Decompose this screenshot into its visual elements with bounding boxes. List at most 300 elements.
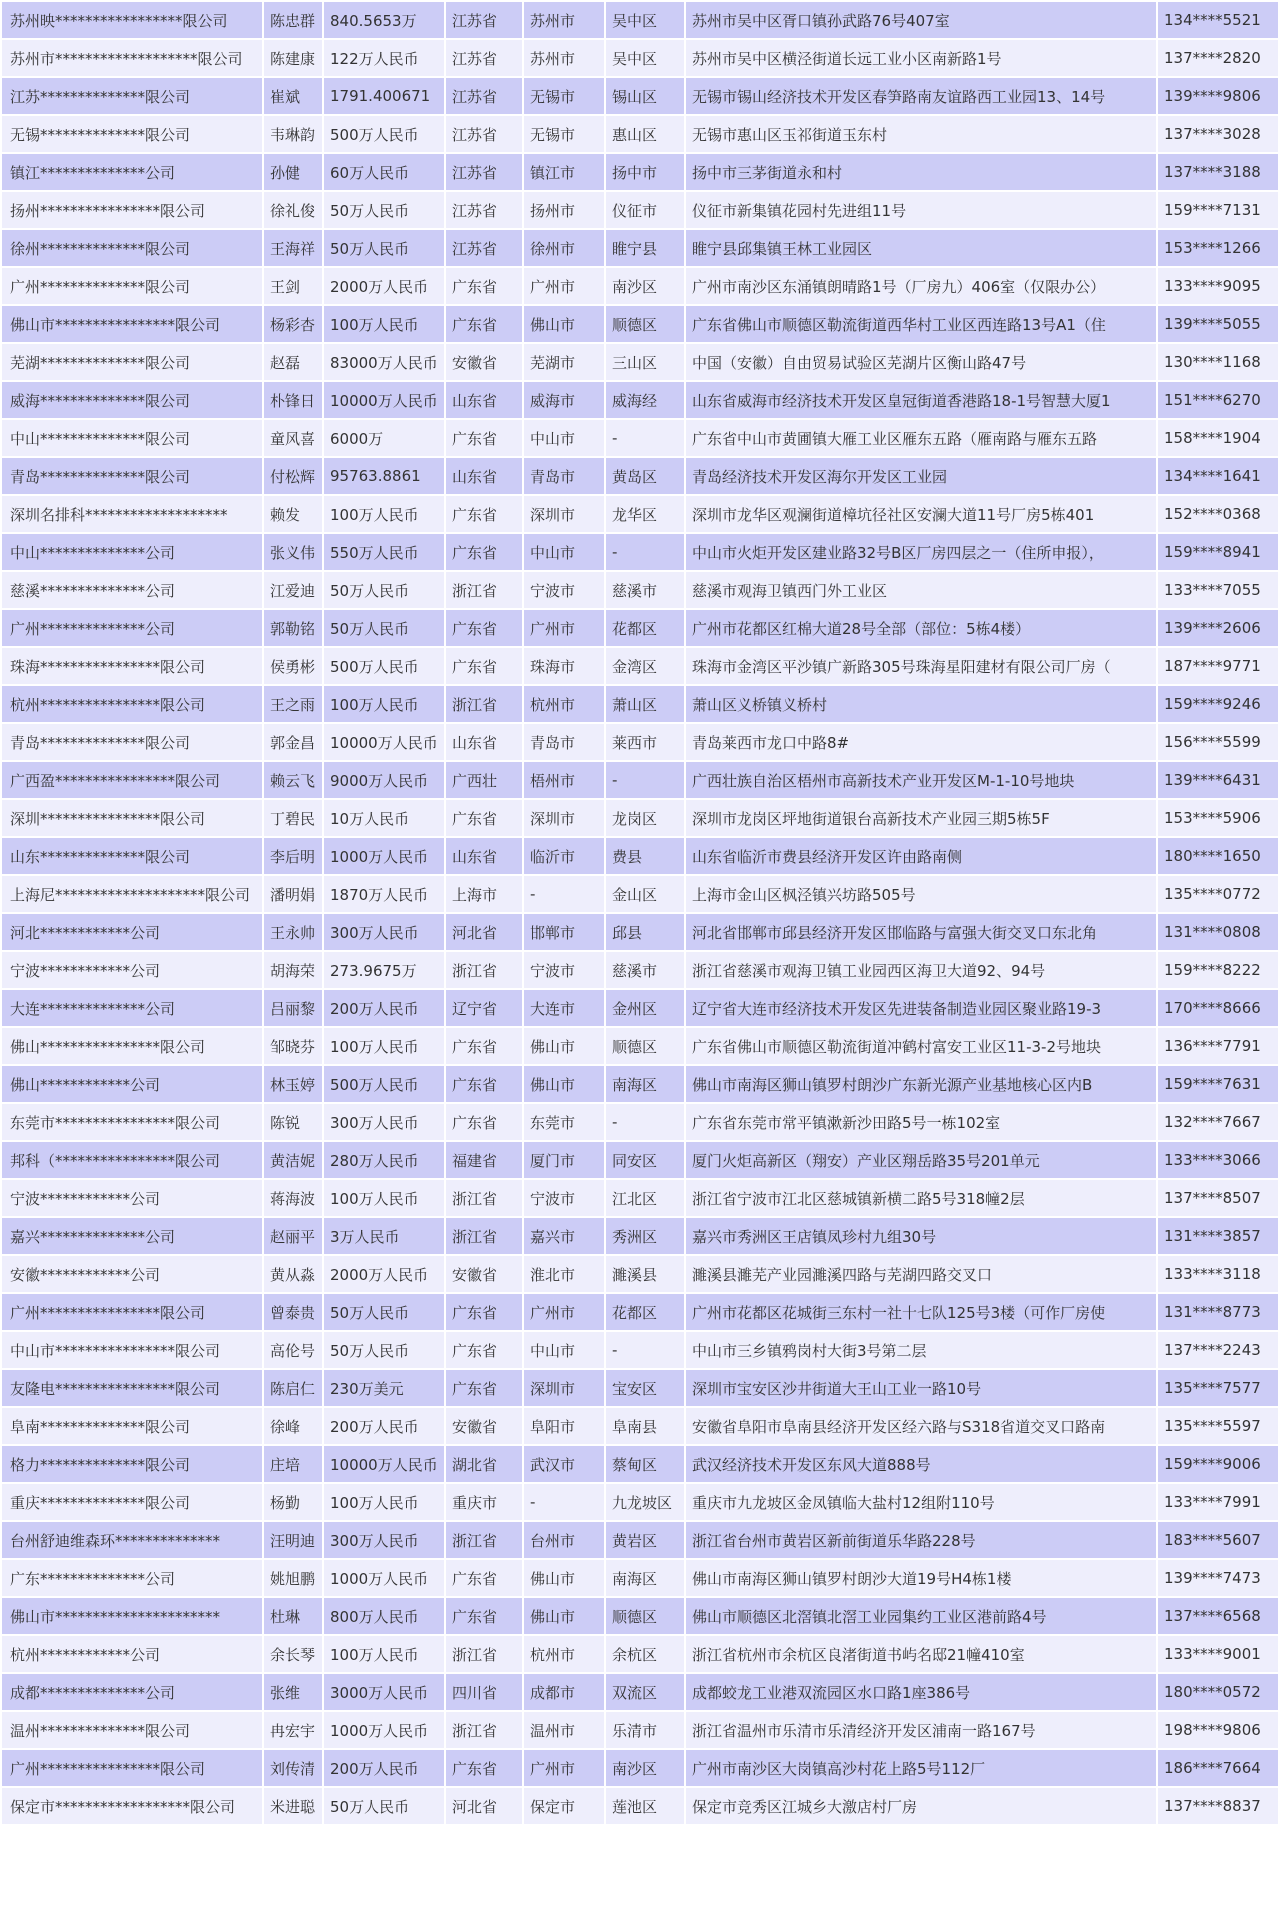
table-row xyxy=(2,1750,1278,1786)
province-cell: 江苏省 xyxy=(446,230,522,266)
table-row xyxy=(2,1180,1278,1216)
capital-cell: 1870万人民币 xyxy=(324,876,444,912)
table-row xyxy=(2,1674,1278,1710)
address-cell: 广东省中山市黄圃镇大雁工业区雁东五路（雁南路与雁东五路 xyxy=(686,420,1156,456)
province-cell: 湖北省 xyxy=(446,1446,522,1482)
table-row xyxy=(2,610,1278,646)
city-cell: 广州市 xyxy=(524,1750,604,1786)
company-name-cell: 佛山市********************** xyxy=(2,1598,262,1634)
company-name-cell: 威海**************限公司 xyxy=(2,382,262,418)
table-row xyxy=(2,800,1278,836)
capital-cell: 50万人民币 xyxy=(324,1332,444,1368)
table-row xyxy=(2,572,1278,608)
city-cell: 临沂市 xyxy=(524,838,604,874)
phone-cell: 180****1650 xyxy=(1158,838,1278,874)
legal-person-cell: 郭勒铭 xyxy=(264,610,322,646)
legal-person-cell: 徐峰 xyxy=(264,1408,322,1444)
city-cell: 广州市 xyxy=(524,610,604,646)
table-row xyxy=(2,230,1278,266)
capital-cell: 1000万人民币 xyxy=(324,1712,444,1748)
legal-person-cell: 王海祥 xyxy=(264,230,322,266)
legal-person-cell: 汪明迪 xyxy=(264,1522,322,1558)
city-cell: 深圳市 xyxy=(524,1370,604,1406)
phone-cell: 137****8837 xyxy=(1158,1788,1278,1824)
legal-person-cell: 陈锐 xyxy=(264,1104,322,1140)
province-cell: 广东省 xyxy=(446,268,522,304)
phone-cell: 133****3118 xyxy=(1158,1256,1278,1292)
company-name-cell: 安徽************公司 xyxy=(2,1256,262,1292)
address-cell: 无锡市惠山区玉祁街道玉东村 xyxy=(686,116,1156,152)
capital-cell: 100万人民币 xyxy=(324,306,444,342)
district-cell: 阜南县 xyxy=(606,1408,684,1444)
capital-cell: 200万人民币 xyxy=(324,1750,444,1786)
capital-cell: 50万人民币 xyxy=(324,192,444,228)
address-cell: 深圳市龙岗区坪地街道银台高新技术产业园三期5栋5F xyxy=(686,800,1156,836)
table-row xyxy=(2,1294,1278,1330)
phone-cell: 135****5597 xyxy=(1158,1408,1278,1444)
city-cell: 厦门市 xyxy=(524,1142,604,1178)
table-row xyxy=(2,1522,1278,1558)
capital-cell: 50万人民币 xyxy=(324,1294,444,1330)
table-row xyxy=(2,1104,1278,1140)
province-cell: 广东省 xyxy=(446,534,522,570)
capital-cell: 1000万人民币 xyxy=(324,1560,444,1596)
table-row xyxy=(2,1218,1278,1254)
capital-cell: 1000万人民币 xyxy=(324,838,444,874)
phone-cell: 183****5607 xyxy=(1158,1522,1278,1558)
table-row xyxy=(2,952,1278,988)
city-cell: 深圳市 xyxy=(524,496,604,532)
company-name-cell: 嘉兴**************公司 xyxy=(2,1218,262,1254)
legal-person-cell: 曾泰贵 xyxy=(264,1294,322,1330)
table-row xyxy=(2,1370,1278,1406)
phone-cell: 153****1266 xyxy=(1158,230,1278,266)
province-cell: 广东省 xyxy=(446,306,522,342)
address-cell: 山东省威海市经济技术开发区皇冠街道香港路18-1号智慧大厦1 xyxy=(686,382,1156,418)
legal-person-cell: 王剑 xyxy=(264,268,322,304)
legal-person-cell: 童风喜 xyxy=(264,420,322,456)
company-name-cell: 河北************公司 xyxy=(2,914,262,950)
legal-person-cell: 陈建康 xyxy=(264,40,322,76)
district-cell: 顺德区 xyxy=(606,1028,684,1064)
address-cell: 深圳市龙华区观澜街道樟坑径社区安澜大道11号厂房5栋401 xyxy=(686,496,1156,532)
table-row xyxy=(2,78,1278,114)
company-name-cell: 格力**************限公司 xyxy=(2,1446,262,1482)
company-name-cell: 无锡**************限公司 xyxy=(2,116,262,152)
address-cell: 成都蛟龙工业港双流园区水口路1座386号 xyxy=(686,1674,1156,1710)
company-name-cell: 中山**************限公司 xyxy=(2,420,262,456)
phone-cell: 137****2243 xyxy=(1158,1332,1278,1368)
city-cell: 中山市 xyxy=(524,1332,604,1368)
district-cell: 秀洲区 xyxy=(606,1218,684,1254)
phone-cell: 130****1168 xyxy=(1158,344,1278,380)
table-row xyxy=(2,1332,1278,1368)
company-name-cell: 中山市****************限公司 xyxy=(2,1332,262,1368)
company-name-cell: 镇江**************公司 xyxy=(2,154,262,190)
phone-cell: 133****7991 xyxy=(1158,1484,1278,1520)
city-cell: 淮北市 xyxy=(524,1256,604,1292)
table-row xyxy=(2,496,1278,532)
city-cell: 宁波市 xyxy=(524,572,604,608)
company-name-cell: 台州舒迪维森环************** xyxy=(2,1522,262,1558)
city-cell: 中山市 xyxy=(524,420,604,456)
district-cell: 黄岛区 xyxy=(606,458,684,494)
province-cell: 广东省 xyxy=(446,1066,522,1102)
legal-person-cell: 郭金昌 xyxy=(264,724,322,760)
company-name-cell: 苏州市*******************限公司 xyxy=(2,40,262,76)
capital-cell: 550万人民币 xyxy=(324,534,444,570)
table-row xyxy=(2,1788,1278,1824)
capital-cell: 100万人民币 xyxy=(324,1180,444,1216)
company-name-cell: 青岛**************限公司 xyxy=(2,458,262,494)
province-cell: 福建省 xyxy=(446,1142,522,1178)
province-cell: 安徽省 xyxy=(446,344,522,380)
legal-person-cell: 胡海荣 xyxy=(264,952,322,988)
province-cell: 江苏省 xyxy=(446,116,522,152)
city-cell: 深圳市 xyxy=(524,800,604,836)
company-name-cell: 山东**************限公司 xyxy=(2,838,262,874)
address-cell: 嘉兴市秀洲区王店镇凤珍村九组30号 xyxy=(686,1218,1156,1254)
legal-person-cell: 王之雨 xyxy=(264,686,322,722)
phone-cell: 133****3066 xyxy=(1158,1142,1278,1178)
province-cell: 四川省 xyxy=(446,1674,522,1710)
legal-person-cell: 冉宏宇 xyxy=(264,1712,322,1748)
city-cell: 青岛市 xyxy=(524,724,604,760)
phone-cell: 131****8773 xyxy=(1158,1294,1278,1330)
address-cell: 河北省邯郸市邱县经济开发区邯临路与富强大街交叉口东北角 xyxy=(686,914,1156,950)
capital-cell: 3万人民币 xyxy=(324,1218,444,1254)
district-cell: 莲池区 xyxy=(606,1788,684,1824)
city-cell: 广州市 xyxy=(524,1294,604,1330)
company-name-cell: 佛山****************限公司 xyxy=(2,1028,262,1064)
address-cell: 扬中市三茅街道永和村 xyxy=(686,154,1156,190)
company-name-cell: 广州****************限公司 xyxy=(2,1294,262,1330)
legal-person-cell: 崔斌 xyxy=(264,78,322,114)
district-cell: 南海区 xyxy=(606,1066,684,1102)
province-cell: 广东省 xyxy=(446,1294,522,1330)
table-row xyxy=(2,1484,1278,1520)
table-row xyxy=(2,306,1278,342)
phone-cell: 137****3188 xyxy=(1158,154,1278,190)
table-row xyxy=(2,1256,1278,1292)
capital-cell: 95763.8861 xyxy=(324,458,444,494)
capital-cell: 200万人民币 xyxy=(324,1408,444,1444)
district-cell: 濉溪县 xyxy=(606,1256,684,1292)
company-name-cell: 徐州**************限公司 xyxy=(2,230,262,266)
city-cell: 嘉兴市 xyxy=(524,1218,604,1254)
city-cell: 苏州市 xyxy=(524,40,604,76)
legal-person-cell: 李后明 xyxy=(264,838,322,874)
capital-cell: 300万人民币 xyxy=(324,914,444,950)
phone-cell: 139****6431 xyxy=(1158,762,1278,798)
capital-cell: 300万人民币 xyxy=(324,1104,444,1140)
district-cell: 同安区 xyxy=(606,1142,684,1178)
province-cell: 江苏省 xyxy=(446,192,522,228)
district-cell: 南沙区 xyxy=(606,268,684,304)
province-cell: 广东省 xyxy=(446,420,522,456)
company-name-cell: 芜湖**************限公司 xyxy=(2,344,262,380)
district-cell: - xyxy=(606,762,684,798)
phone-cell: 187****9771 xyxy=(1158,648,1278,684)
district-cell: 金州区 xyxy=(606,990,684,1026)
company-name-cell: 东莞市****************限公司 xyxy=(2,1104,262,1140)
company-name-cell: 杭州****************限公司 xyxy=(2,686,262,722)
district-cell: 花都区 xyxy=(606,1294,684,1330)
phone-cell: 132****7667 xyxy=(1158,1104,1278,1140)
phone-cell: 135****7577 xyxy=(1158,1370,1278,1406)
capital-cell: 10000万人民币 xyxy=(324,382,444,418)
legal-person-cell: 陈忠群 xyxy=(264,2,322,38)
capital-cell: 2000万人民币 xyxy=(324,1256,444,1292)
district-cell: 威海经 xyxy=(606,382,684,418)
table-row xyxy=(2,648,1278,684)
legal-person-cell: 高伦号 xyxy=(264,1332,322,1368)
phone-cell: 159****7631 xyxy=(1158,1066,1278,1102)
city-cell: 镇江市 xyxy=(524,154,604,190)
legal-person-cell: 杨勤 xyxy=(264,1484,322,1520)
address-cell: 佛山市顺德区北滘镇北滘工业园集约工业区港前路4号 xyxy=(686,1598,1156,1634)
address-cell: 深圳市宝安区沙井街道大王山工业一路10号 xyxy=(686,1370,1156,1406)
city-cell: 温州市 xyxy=(524,1712,604,1748)
district-cell: 蔡甸区 xyxy=(606,1446,684,1482)
address-cell: 广州市南沙区东涌镇朗晴路1号（厂房九）406室（仅限办公） xyxy=(686,268,1156,304)
province-cell: 河北省 xyxy=(446,914,522,950)
legal-person-cell: 赖发 xyxy=(264,496,322,532)
table-row xyxy=(2,838,1278,874)
legal-person-cell: 侯勇彬 xyxy=(264,648,322,684)
capital-cell: 100万人民币 xyxy=(324,1028,444,1064)
company-name-cell: 广州**************限公司 xyxy=(2,268,262,304)
district-cell: - xyxy=(606,420,684,456)
phone-cell: 136****7791 xyxy=(1158,1028,1278,1064)
company-name-cell: 江苏**************限公司 xyxy=(2,78,262,114)
city-cell: 威海市 xyxy=(524,382,604,418)
phone-cell: 159****8222 xyxy=(1158,952,1278,988)
province-cell: 江苏省 xyxy=(446,2,522,38)
address-cell: 广州市南沙区大岗镇高沙村花上路5号112厂 xyxy=(686,1750,1156,1786)
province-cell: 山东省 xyxy=(446,382,522,418)
capital-cell: 122万人民币 xyxy=(324,40,444,76)
province-cell: 山东省 xyxy=(446,458,522,494)
company-name-cell: 青岛**************限公司 xyxy=(2,724,262,760)
address-cell: 中山市三乡镇鸦岗村大街3号第二层 xyxy=(686,1332,1156,1368)
city-cell: 无锡市 xyxy=(524,116,604,152)
district-cell: 花都区 xyxy=(606,610,684,646)
table-row xyxy=(2,914,1278,950)
legal-person-cell: 米进聪 xyxy=(264,1788,322,1824)
address-cell: 睢宁县邱集镇王林工业园区 xyxy=(686,230,1156,266)
company-name-cell: 广州****************限公司 xyxy=(2,1750,262,1786)
company-name-cell: 宁波************公司 xyxy=(2,1180,262,1216)
district-cell: 黄岩区 xyxy=(606,1522,684,1558)
province-cell: 广东省 xyxy=(446,496,522,532)
address-cell: 辽宁省大连市经济技术开发区先进装备制造业园区聚业路19-3 xyxy=(686,990,1156,1026)
province-cell: 广东省 xyxy=(446,1104,522,1140)
legal-person-cell: 邹晓芬 xyxy=(264,1028,322,1064)
district-cell: - xyxy=(606,1104,684,1140)
phone-cell: 135****0772 xyxy=(1158,876,1278,912)
city-cell: 邯郸市 xyxy=(524,914,604,950)
legal-person-cell: 吕丽黎 xyxy=(264,990,322,1026)
province-cell: 广东省 xyxy=(446,648,522,684)
company-name-cell: 成都**************公司 xyxy=(2,1674,262,1710)
address-cell: 山东省临沂市费县经济开发区许由路南侧 xyxy=(686,838,1156,874)
legal-person-cell: 杜琳 xyxy=(264,1598,322,1634)
capital-cell: 3000万人民币 xyxy=(324,1674,444,1710)
district-cell: 莱西市 xyxy=(606,724,684,760)
address-cell: 青岛莱西市龙口中路8# xyxy=(686,724,1156,760)
province-cell: 山东省 xyxy=(446,838,522,874)
phone-cell: 131****0808 xyxy=(1158,914,1278,950)
district-cell: 睢宁县 xyxy=(606,230,684,266)
table-row xyxy=(2,40,1278,76)
capital-cell: 230万美元 xyxy=(324,1370,444,1406)
capital-cell: 50万人民币 xyxy=(324,230,444,266)
capital-cell: 2000万人民币 xyxy=(324,268,444,304)
city-cell: 佛山市 xyxy=(524,1598,604,1634)
city-cell: 青岛市 xyxy=(524,458,604,494)
district-cell: 慈溪市 xyxy=(606,572,684,608)
phone-cell: 152****0368 xyxy=(1158,496,1278,532)
phone-cell: 159****8941 xyxy=(1158,534,1278,570)
table-row xyxy=(2,192,1278,228)
address-cell: 浙江省慈溪市观海卫镇工业园西区海卫大道92、94号 xyxy=(686,952,1156,988)
company-name-cell: 阜南**************限公司 xyxy=(2,1408,262,1444)
province-cell: 浙江省 xyxy=(446,952,522,988)
capital-cell: 840.5653万 xyxy=(324,2,444,38)
district-cell: 吴中区 xyxy=(606,2,684,38)
city-cell: 中山市 xyxy=(524,534,604,570)
table-row xyxy=(2,268,1278,304)
province-cell: 安徽省 xyxy=(446,1256,522,1292)
district-cell: 顺德区 xyxy=(606,1598,684,1634)
address-cell: 珠海市金湾区平沙镇广新路305号珠海星阳建材有限公司厂房（ xyxy=(686,648,1156,684)
address-cell: 广东省佛山市顺德区勒流街道冲鹤村富安工业区11-3-2号地块 xyxy=(686,1028,1156,1064)
phone-cell: 180****0572 xyxy=(1158,1674,1278,1710)
city-cell: 佛山市 xyxy=(524,306,604,342)
phone-cell: 139****9806 xyxy=(1158,78,1278,114)
table-row xyxy=(2,534,1278,570)
legal-person-cell: 黄洁妮 xyxy=(264,1142,322,1178)
company-name-cell: 深圳****************限公司 xyxy=(2,800,262,836)
phone-cell: 159****7131 xyxy=(1158,192,1278,228)
district-cell: - xyxy=(606,1332,684,1368)
address-cell: 青岛经济技术开发区海尔开发区工业园 xyxy=(686,458,1156,494)
district-cell: 吴中区 xyxy=(606,40,684,76)
capital-cell: 10000万人民币 xyxy=(324,724,444,760)
legal-person-cell: 江爱迪 xyxy=(264,572,322,608)
address-cell: 中国（安徽）自由贸易试验区芜湖片区衡山路47号 xyxy=(686,344,1156,380)
province-cell: 广东省 xyxy=(446,1750,522,1786)
phone-cell: 137****6568 xyxy=(1158,1598,1278,1634)
district-cell: 宝安区 xyxy=(606,1370,684,1406)
province-cell: 重庆市 xyxy=(446,1484,522,1520)
table-row xyxy=(2,344,1278,380)
city-cell: 佛山市 xyxy=(524,1560,604,1596)
city-cell: 杭州市 xyxy=(524,1636,604,1672)
legal-person-cell: 孙健 xyxy=(264,154,322,190)
address-cell: 广州市花都区花城街三东村一社十七队125号3楼（可作厂房使 xyxy=(686,1294,1156,1330)
legal-person-cell: 陈启仁 xyxy=(264,1370,322,1406)
city-cell: 阜阳市 xyxy=(524,1408,604,1444)
province-cell: 浙江省 xyxy=(446,572,522,608)
province-cell: 浙江省 xyxy=(446,1218,522,1254)
table-row xyxy=(2,762,1278,798)
phone-cell: 137****3028 xyxy=(1158,116,1278,152)
province-cell: 浙江省 xyxy=(446,1522,522,1558)
phone-cell: 151****6270 xyxy=(1158,382,1278,418)
table-row xyxy=(2,1598,1278,1634)
table-row xyxy=(2,1028,1278,1064)
province-cell: 安徽省 xyxy=(446,1408,522,1444)
company-name-cell: 广东**************公司 xyxy=(2,1560,262,1596)
company-name-cell: 中山**************公司 xyxy=(2,534,262,570)
capital-cell: 50万人民币 xyxy=(324,1788,444,1824)
city-cell: 徐州市 xyxy=(524,230,604,266)
province-cell: 广东省 xyxy=(446,1332,522,1368)
city-cell: 大连市 xyxy=(524,990,604,1026)
capital-cell: 50万人民币 xyxy=(324,610,444,646)
district-cell: - xyxy=(606,534,684,570)
capital-cell: 50万人民币 xyxy=(324,572,444,608)
table-body xyxy=(2,2,1278,1824)
phone-cell: 139****5055 xyxy=(1158,306,1278,342)
address-cell: 中山市火炬开发区建业路32号B区厂房四层之一（住所申报）， xyxy=(686,534,1156,570)
address-cell: 广东省东莞市常平镇漱新沙田路5号一栋102室 xyxy=(686,1104,1156,1140)
address-cell: 安徽省阜阳市阜南县经济开发区经六路与S318省道交叉口路南 xyxy=(686,1408,1156,1444)
legal-person-cell: 韦琳韵 xyxy=(264,116,322,152)
capital-cell: 500万人民币 xyxy=(324,1066,444,1102)
district-cell: 金湾区 xyxy=(606,648,684,684)
company-name-cell: 广州**************公司 xyxy=(2,610,262,646)
province-cell: 广东省 xyxy=(446,1560,522,1596)
legal-person-cell: 赵磊 xyxy=(264,344,322,380)
capital-cell: 500万人民币 xyxy=(324,648,444,684)
legal-person-cell: 杨彩杏 xyxy=(264,306,322,342)
legal-person-cell: 蒋海波 xyxy=(264,1180,322,1216)
capital-cell: 83000万人民币 xyxy=(324,344,444,380)
district-cell: 费县 xyxy=(606,838,684,874)
legal-person-cell: 徐礼俊 xyxy=(264,192,322,228)
table-row xyxy=(2,154,1278,190)
district-cell: 龙岗区 xyxy=(606,800,684,836)
phone-cell: 134****5521 xyxy=(1158,2,1278,38)
district-cell: 九龙坡区 xyxy=(606,1484,684,1520)
capital-cell: 800万人民币 xyxy=(324,1598,444,1634)
province-cell: 河北省 xyxy=(446,1788,522,1824)
legal-person-cell: 潘明娟 xyxy=(264,876,322,912)
legal-person-cell: 刘传清 xyxy=(264,1750,322,1786)
phone-cell: 198****9806 xyxy=(1158,1712,1278,1748)
company-name-cell: 温州**************限公司 xyxy=(2,1712,262,1748)
address-cell: 重庆市九龙坡区金凤镇临大盐村12组附110号 xyxy=(686,1484,1156,1520)
table-row xyxy=(2,1636,1278,1672)
phone-cell: 137****2820 xyxy=(1158,40,1278,76)
legal-person-cell: 王永帅 xyxy=(264,914,322,950)
address-cell: 广西壮族自治区梧州市高新技术产业开发区M-1-10号地块 xyxy=(686,762,1156,798)
table-row xyxy=(2,2,1278,38)
district-cell: 慈溪市 xyxy=(606,952,684,988)
phone-cell: 133****7055 xyxy=(1158,572,1278,608)
province-cell: 广东省 xyxy=(446,1598,522,1634)
city-cell: 扬州市 xyxy=(524,192,604,228)
district-cell: 仪征市 xyxy=(606,192,684,228)
capital-cell: 9000万人民币 xyxy=(324,762,444,798)
address-cell: 浙江省台州市黄岩区新前街道乐华路228号 xyxy=(686,1522,1156,1558)
capital-cell: 100万人民币 xyxy=(324,496,444,532)
province-cell: 山东省 xyxy=(446,724,522,760)
address-cell: 浙江省宁波市江北区慈城镇新横二路5号318幢2层 xyxy=(686,1180,1156,1216)
